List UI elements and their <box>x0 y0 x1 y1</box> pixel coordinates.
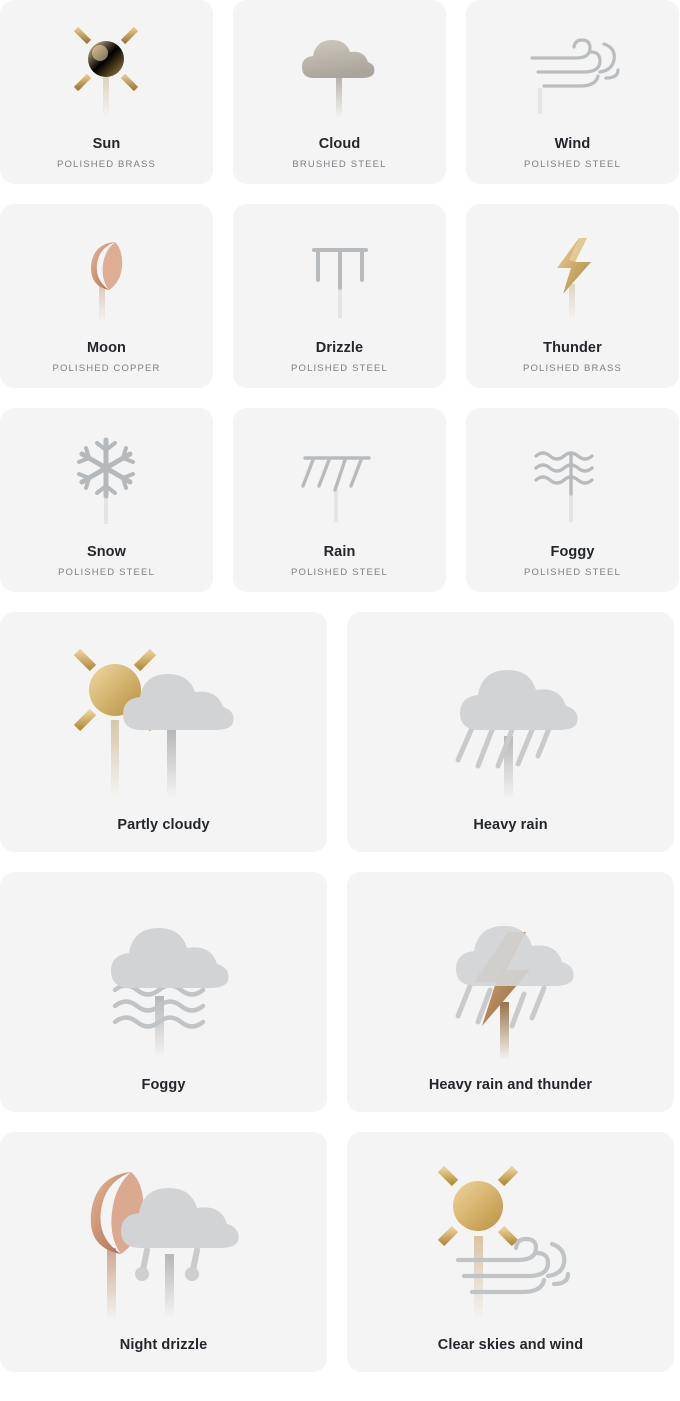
icon-tile-rain[interactable] <box>233 408 446 592</box>
icon-tile-snow[interactable] <box>0 408 213 592</box>
icon-tile-heavy-rain[interactable] <box>347 612 674 852</box>
cloud-fog-icon <box>0 872 327 1077</box>
rain-icon <box>233 408 446 544</box>
icon-tile-wind[interactable] <box>466 0 679 184</box>
icon-tile-drizzle[interactable] <box>233 204 446 388</box>
icon-tile-thunder[interactable] <box>466 204 679 388</box>
icon-tile-foggy[interactable] <box>466 408 679 592</box>
icon-material: POLISHED STEEL <box>524 567 621 578</box>
icon-caption <box>0 340 213 388</box>
simple-icon-grid <box>0 0 680 592</box>
icon-tile-foggy-large[interactable] <box>0 872 327 1112</box>
icon-label: Wind <box>554 135 591 152</box>
icon-label: Moon <box>86 339 127 356</box>
icon-label: Heavy rain <box>473 816 548 833</box>
icon-material: POLISHED STEEL <box>524 159 621 170</box>
icon-material: POLISHED STEEL <box>291 567 388 578</box>
cloud-heavy-rain-icon <box>347 612 674 817</box>
icon-caption <box>466 544 679 592</box>
icon-label: Foggy <box>550 543 595 560</box>
icon-tile-night-drizzle[interactable] <box>0 1132 327 1372</box>
icon-material: POLISHED STEEL <box>291 363 388 374</box>
snowflake-icon <box>0 408 213 544</box>
fog-icon <box>466 408 679 544</box>
icon-tile-moon[interactable] <box>0 204 213 388</box>
icon-caption <box>0 1077 327 1112</box>
icon-caption <box>347 1337 674 1372</box>
icon-label: Drizzle <box>315 339 364 356</box>
icon-label: Rain <box>323 543 356 560</box>
moon-cloud-drizzle-icon <box>0 1132 327 1337</box>
icon-material: POLISHED BRASS <box>523 363 622 374</box>
icon-label: Foggy <box>141 1076 186 1093</box>
cloud-rain-thunder-icon <box>347 872 674 1077</box>
icon-material: POLISHED STEEL <box>58 567 155 578</box>
icon-tile-partly-cloudy[interactable] <box>0 612 327 852</box>
cloud-icon <box>233 0 446 136</box>
sun-wind-icon <box>347 1132 674 1337</box>
composite-icon-grid <box>0 612 680 1372</box>
icon-tile-clear-skies-wind[interactable] <box>347 1132 674 1372</box>
drizzle-icon <box>233 204 446 340</box>
icon-caption <box>466 136 679 184</box>
icon-label: Night drizzle <box>119 1336 208 1353</box>
icon-material: POLISHED COPPER <box>52 363 161 374</box>
moon-icon <box>0 204 213 340</box>
icon-caption <box>0 1337 327 1372</box>
icon-label: Thunder <box>543 339 602 356</box>
icon-material: BRUSHED STEEL <box>292 159 387 170</box>
icon-label: Clear skies and wind <box>437 1336 584 1353</box>
icon-label: Snow <box>86 543 127 560</box>
icon-label: Sun <box>92 135 121 152</box>
icon-caption <box>233 340 446 388</box>
icon-tile-sun[interactable] <box>0 0 213 184</box>
sun-icon <box>0 0 213 136</box>
icon-label: Partly cloudy <box>117 816 210 833</box>
icon-caption <box>233 544 446 592</box>
icon-label: Heavy rain and thunder <box>428 1076 593 1093</box>
icon-caption <box>0 817 327 852</box>
icon-label: Cloud <box>318 135 361 152</box>
icon-caption <box>233 136 446 184</box>
sun-behind-cloud-icon <box>0 612 327 817</box>
thunder-icon <box>466 204 679 340</box>
wind-icon <box>466 0 679 136</box>
icon-caption <box>347 817 674 852</box>
icon-tile-heavy-rain-thunder[interactable] <box>347 872 674 1112</box>
icon-caption <box>0 544 213 592</box>
icon-caption <box>0 136 213 184</box>
icon-tile-cloud[interactable] <box>233 0 446 184</box>
icon-caption <box>466 340 679 388</box>
icon-material: POLISHED BRASS <box>57 159 156 170</box>
icon-caption <box>347 1077 674 1112</box>
